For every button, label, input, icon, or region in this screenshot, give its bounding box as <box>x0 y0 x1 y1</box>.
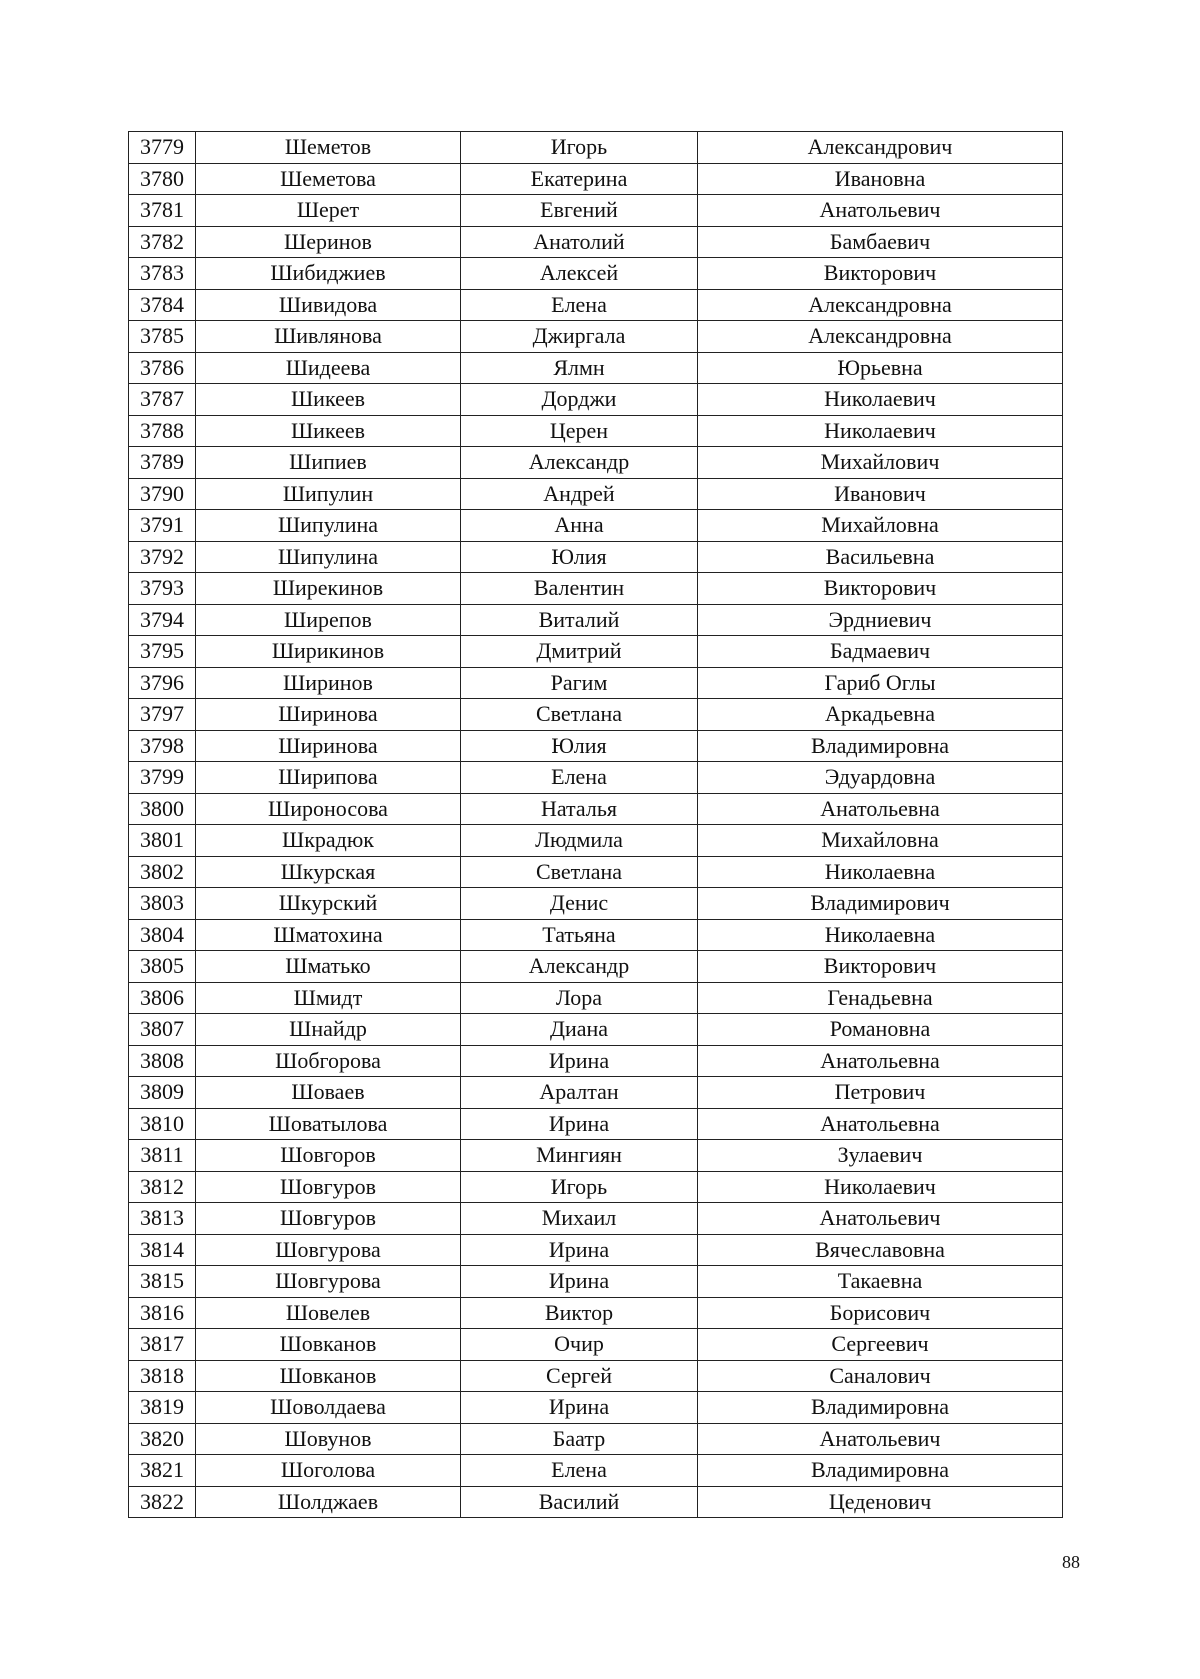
patronymic-cell: Николаевна <box>698 856 1063 888</box>
table-row <box>129 699 1063 731</box>
first-name-cell: Игорь <box>461 1171 698 1203</box>
row-number-cell: 3804 <box>129 919 196 951</box>
table-row <box>129 132 1063 164</box>
row-number-cell: 3781 <box>129 195 196 227</box>
table-row <box>129 1360 1063 1392</box>
patronymic-cell: Романовна <box>698 1014 1063 1046</box>
patronymic-cell: Викторович <box>698 573 1063 605</box>
table-row <box>129 1203 1063 1235</box>
last-name-cell: Ширикинов <box>196 636 461 668</box>
last-name-cell: Шнайдр <box>196 1014 461 1046</box>
first-name-cell: Евгений <box>461 195 698 227</box>
row-number-cell: 3811 <box>129 1140 196 1172</box>
last-name-cell: Широносова <box>196 793 461 825</box>
last-name-cell: Ширинова <box>196 699 461 731</box>
last-name-cell: Шовгоров <box>196 1140 461 1172</box>
table-row <box>129 793 1063 825</box>
patronymic-cell: Михайловна <box>698 825 1063 857</box>
table-row <box>129 888 1063 920</box>
row-number-cell: 3813 <box>129 1203 196 1235</box>
last-name-cell: Шовгурова <box>196 1234 461 1266</box>
first-name-cell: Татьяна <box>461 919 698 951</box>
patronymic-cell: Анатольевич <box>698 195 1063 227</box>
first-name-cell: Александр <box>461 447 698 479</box>
table-row <box>129 289 1063 321</box>
row-number-cell: 3817 <box>129 1329 196 1361</box>
patronymic-cell: Викторович <box>698 258 1063 290</box>
table-row <box>129 1392 1063 1424</box>
patronymic-cell: Такаевна <box>698 1266 1063 1298</box>
patronymic-cell: Цеденович <box>698 1486 1063 1518</box>
first-name-cell: Наталья <box>461 793 698 825</box>
first-name-cell: Светлана <box>461 856 698 888</box>
row-number-cell: 3791 <box>129 510 196 542</box>
row-number-cell: 3814 <box>129 1234 196 1266</box>
table-row <box>129 415 1063 447</box>
first-name-cell: Аралтан <box>461 1077 698 1109</box>
first-name-cell: Сергей <box>461 1360 698 1392</box>
table-row <box>129 762 1063 794</box>
patronymic-cell: Владимировна <box>698 730 1063 762</box>
table-row <box>129 163 1063 195</box>
row-number-cell: 3800 <box>129 793 196 825</box>
last-name-cell: Шовгурова <box>196 1266 461 1298</box>
last-name-cell: Шикеев <box>196 384 461 416</box>
first-name-cell: Людмила <box>461 825 698 857</box>
last-name-cell: Шовгуров <box>196 1203 461 1235</box>
first-name-cell: Дорджи <box>461 384 698 416</box>
row-number-cell: 3806 <box>129 982 196 1014</box>
first-name-cell: Лора <box>461 982 698 1014</box>
table-row <box>129 730 1063 762</box>
row-number-cell: 3810 <box>129 1108 196 1140</box>
last-name-cell: Шовканов <box>196 1360 461 1392</box>
patronymic-cell: Ивановна <box>698 163 1063 195</box>
patronymic-cell: Петрович <box>698 1077 1063 1109</box>
last-name-cell: Шикеев <box>196 415 461 447</box>
first-name-cell: Александр <box>461 951 698 983</box>
patronymic-cell: Саналович <box>698 1360 1063 1392</box>
table-row <box>129 1077 1063 1109</box>
last-name-cell: Шолджаев <box>196 1486 461 1518</box>
patronymic-cell: Александрович <box>698 132 1063 164</box>
row-number-cell: 3808 <box>129 1045 196 1077</box>
table-row <box>129 510 1063 542</box>
last-name-cell: Шивидова <box>196 289 461 321</box>
last-name-cell: Шовелев <box>196 1297 461 1329</box>
last-name-cell: Шивлянова <box>196 321 461 353</box>
last-name-cell: Шоволдаева <box>196 1392 461 1424</box>
row-number-cell: 3792 <box>129 541 196 573</box>
table-row <box>129 384 1063 416</box>
first-name-cell: Юлия <box>461 730 698 762</box>
row-number-cell: 3822 <box>129 1486 196 1518</box>
last-name-cell: Шкрадюк <box>196 825 461 857</box>
patronymic-cell: Аркадьевна <box>698 699 1063 731</box>
row-number-cell: 3779 <box>129 132 196 164</box>
patronymic-cell: Васильевна <box>698 541 1063 573</box>
patronymic-cell: Николаевич <box>698 1171 1063 1203</box>
table-row <box>129 951 1063 983</box>
first-name-cell: Екатерина <box>461 163 698 195</box>
table-row <box>129 226 1063 258</box>
patronymic-cell: Эдуардовна <box>698 762 1063 794</box>
row-number-cell: 3803 <box>129 888 196 920</box>
last-name-cell: Шкурская <box>196 856 461 888</box>
last-name-cell: Шовунов <box>196 1423 461 1455</box>
last-name-cell: Шматохина <box>196 919 461 951</box>
table-row <box>129 636 1063 668</box>
patronymic-cell: Эрдниевич <box>698 604 1063 636</box>
row-number-cell: 3815 <box>129 1266 196 1298</box>
patronymic-cell: Анатольевна <box>698 1108 1063 1140</box>
first-name-cell: Дмитрий <box>461 636 698 668</box>
first-name-cell: Виктор <box>461 1297 698 1329</box>
last-name-cell: Шмидт <box>196 982 461 1014</box>
first-name-cell: Ирина <box>461 1234 698 1266</box>
last-name-cell: Ширинов <box>196 667 461 699</box>
last-name-cell: Шовканов <box>196 1329 461 1361</box>
first-name-cell: Андрей <box>461 478 698 510</box>
first-name-cell: Елена <box>461 289 698 321</box>
row-number-cell: 3795 <box>129 636 196 668</box>
first-name-cell: Светлана <box>461 699 698 731</box>
patronymic-cell: Михайловна <box>698 510 1063 542</box>
patronymic-cell: Анатольевич <box>698 1423 1063 1455</box>
table-row <box>129 1140 1063 1172</box>
first-name-cell: Анатолий <box>461 226 698 258</box>
patronymic-cell: Николаевич <box>698 384 1063 416</box>
row-number-cell: 3819 <box>129 1392 196 1424</box>
row-number-cell: 3805 <box>129 951 196 983</box>
last-name-cell: Шипулина <box>196 510 461 542</box>
patronymic-cell: Михайлович <box>698 447 1063 479</box>
table-row <box>129 667 1063 699</box>
patronymic-cell: Иванович <box>698 478 1063 510</box>
table-row <box>129 195 1063 227</box>
patronymic-cell: Викторович <box>698 951 1063 983</box>
patronymic-cell: Анатольевна <box>698 1045 1063 1077</box>
last-name-cell: Ширипова <box>196 762 461 794</box>
first-name-cell: Ялмн <box>461 352 698 384</box>
roster-table <box>128 131 1063 1518</box>
first-name-cell: Рагим <box>461 667 698 699</box>
row-number-cell: 3785 <box>129 321 196 353</box>
patronymic-cell: Сергеевич <box>698 1329 1063 1361</box>
table-row <box>129 919 1063 951</box>
first-name-cell: Мингиян <box>461 1140 698 1172</box>
table-row <box>129 447 1063 479</box>
table-row <box>129 982 1063 1014</box>
row-number-cell: 3784 <box>129 289 196 321</box>
table-row <box>129 352 1063 384</box>
row-number-cell: 3809 <box>129 1077 196 1109</box>
last-name-cell: Шерет <box>196 195 461 227</box>
last-name-cell: Шобгорова <box>196 1045 461 1077</box>
patronymic-cell: Анатольевич <box>698 1203 1063 1235</box>
row-number-cell: 3783 <box>129 258 196 290</box>
roster-body <box>129 132 1063 1518</box>
row-number-cell: 3787 <box>129 384 196 416</box>
row-number-cell: 3794 <box>129 604 196 636</box>
last-name-cell: Шеринов <box>196 226 461 258</box>
last-name-cell: Шеметова <box>196 163 461 195</box>
table-row <box>129 1423 1063 1455</box>
patronymic-cell: Владимировна <box>698 1455 1063 1487</box>
patronymic-cell: Александровна <box>698 289 1063 321</box>
first-name-cell: Ирина <box>461 1266 698 1298</box>
first-name-cell: Диана <box>461 1014 698 1046</box>
patronymic-cell: Гариб Оглы <box>698 667 1063 699</box>
row-number-cell: 3796 <box>129 667 196 699</box>
patronymic-cell: Анатольевна <box>698 793 1063 825</box>
patronymic-cell: Генадьевна <box>698 982 1063 1014</box>
table-row <box>129 1171 1063 1203</box>
table-row <box>129 1108 1063 1140</box>
last-name-cell: Шипулина <box>196 541 461 573</box>
patronymic-cell: Бадмаевич <box>698 636 1063 668</box>
row-number-cell: 3793 <box>129 573 196 605</box>
table-row <box>129 1045 1063 1077</box>
patronymic-cell: Владимирович <box>698 888 1063 920</box>
table-row <box>129 478 1063 510</box>
patronymic-cell: Николаевна <box>698 919 1063 951</box>
row-number-cell: 3786 <box>129 352 196 384</box>
table-row <box>129 1266 1063 1298</box>
patronymic-cell: Юрьевна <box>698 352 1063 384</box>
last-name-cell: Шоваев <box>196 1077 461 1109</box>
first-name-cell: Очир <box>461 1329 698 1361</box>
row-number-cell: 3816 <box>129 1297 196 1329</box>
last-name-cell: Шеметов <box>196 132 461 164</box>
first-name-cell: Юлия <box>461 541 698 573</box>
first-name-cell: Ирина <box>461 1392 698 1424</box>
first-name-cell: Валентин <box>461 573 698 605</box>
patronymic-cell: Владимировна <box>698 1392 1063 1424</box>
first-name-cell: Алексей <box>461 258 698 290</box>
table-row <box>129 1234 1063 1266</box>
last-name-cell: Ширепов <box>196 604 461 636</box>
table-row <box>129 856 1063 888</box>
row-number-cell: 3790 <box>129 478 196 510</box>
row-number-cell: 3801 <box>129 825 196 857</box>
table-row <box>129 1014 1063 1046</box>
last-name-cell: Шидеева <box>196 352 461 384</box>
table-row <box>129 1297 1063 1329</box>
patronymic-cell: Борисович <box>698 1297 1063 1329</box>
row-number-cell: 3812 <box>129 1171 196 1203</box>
first-name-cell: Елена <box>461 762 698 794</box>
row-number-cell: 3798 <box>129 730 196 762</box>
first-name-cell: Михаил <box>461 1203 698 1235</box>
patronymic-cell: Николаевич <box>698 415 1063 447</box>
row-number-cell: 3789 <box>129 447 196 479</box>
table-row <box>129 573 1063 605</box>
last-name-cell: Шоголова <box>196 1455 461 1487</box>
row-number-cell: 3799 <box>129 762 196 794</box>
row-number-cell: 3782 <box>129 226 196 258</box>
row-number-cell: 3788 <box>129 415 196 447</box>
table-row <box>129 321 1063 353</box>
row-number-cell: 3818 <box>129 1360 196 1392</box>
table-row <box>129 604 1063 636</box>
page-number: 88 <box>1062 1552 1080 1572</box>
last-name-cell: Шипиев <box>196 447 461 479</box>
first-name-cell: Денис <box>461 888 698 920</box>
last-name-cell: Шовгуров <box>196 1171 461 1203</box>
first-name-cell: Виталий <box>461 604 698 636</box>
last-name-cell: Ширинова <box>196 730 461 762</box>
first-name-cell: Джиргала <box>461 321 698 353</box>
patronymic-cell: Бамбаевич <box>698 226 1063 258</box>
last-name-cell: Шипулин <box>196 478 461 510</box>
first-name-cell: Елена <box>461 1455 698 1487</box>
first-name-cell: Ирина <box>461 1045 698 1077</box>
last-name-cell: Шкурский <box>196 888 461 920</box>
table-row <box>129 258 1063 290</box>
last-name-cell: Ширекинов <box>196 573 461 605</box>
last-name-cell: Шматько <box>196 951 461 983</box>
first-name-cell: Баатр <box>461 1423 698 1455</box>
last-name-cell: Шибиджиев <box>196 258 461 290</box>
first-name-cell: Анна <box>461 510 698 542</box>
row-number-cell: 3821 <box>129 1455 196 1487</box>
row-number-cell: 3797 <box>129 699 196 731</box>
patronymic-cell: Александровна <box>698 321 1063 353</box>
patronymic-cell: Вячеславовна <box>698 1234 1063 1266</box>
first-name-cell: Василий <box>461 1486 698 1518</box>
first-name-cell: Церен <box>461 415 698 447</box>
table-row <box>129 825 1063 857</box>
row-number-cell: 3820 <box>129 1423 196 1455</box>
patronymic-cell: Зулаевич <box>698 1140 1063 1172</box>
first-name-cell: Ирина <box>461 1108 698 1140</box>
table-row <box>129 541 1063 573</box>
first-name-cell: Игорь <box>461 132 698 164</box>
last-name-cell: Шоватылова <box>196 1108 461 1140</box>
table-row <box>129 1486 1063 1518</box>
table-row <box>129 1329 1063 1361</box>
row-number-cell: 3807 <box>129 1014 196 1046</box>
row-number-cell: 3780 <box>129 163 196 195</box>
row-number-cell: 3802 <box>129 856 196 888</box>
table-row <box>129 1455 1063 1487</box>
